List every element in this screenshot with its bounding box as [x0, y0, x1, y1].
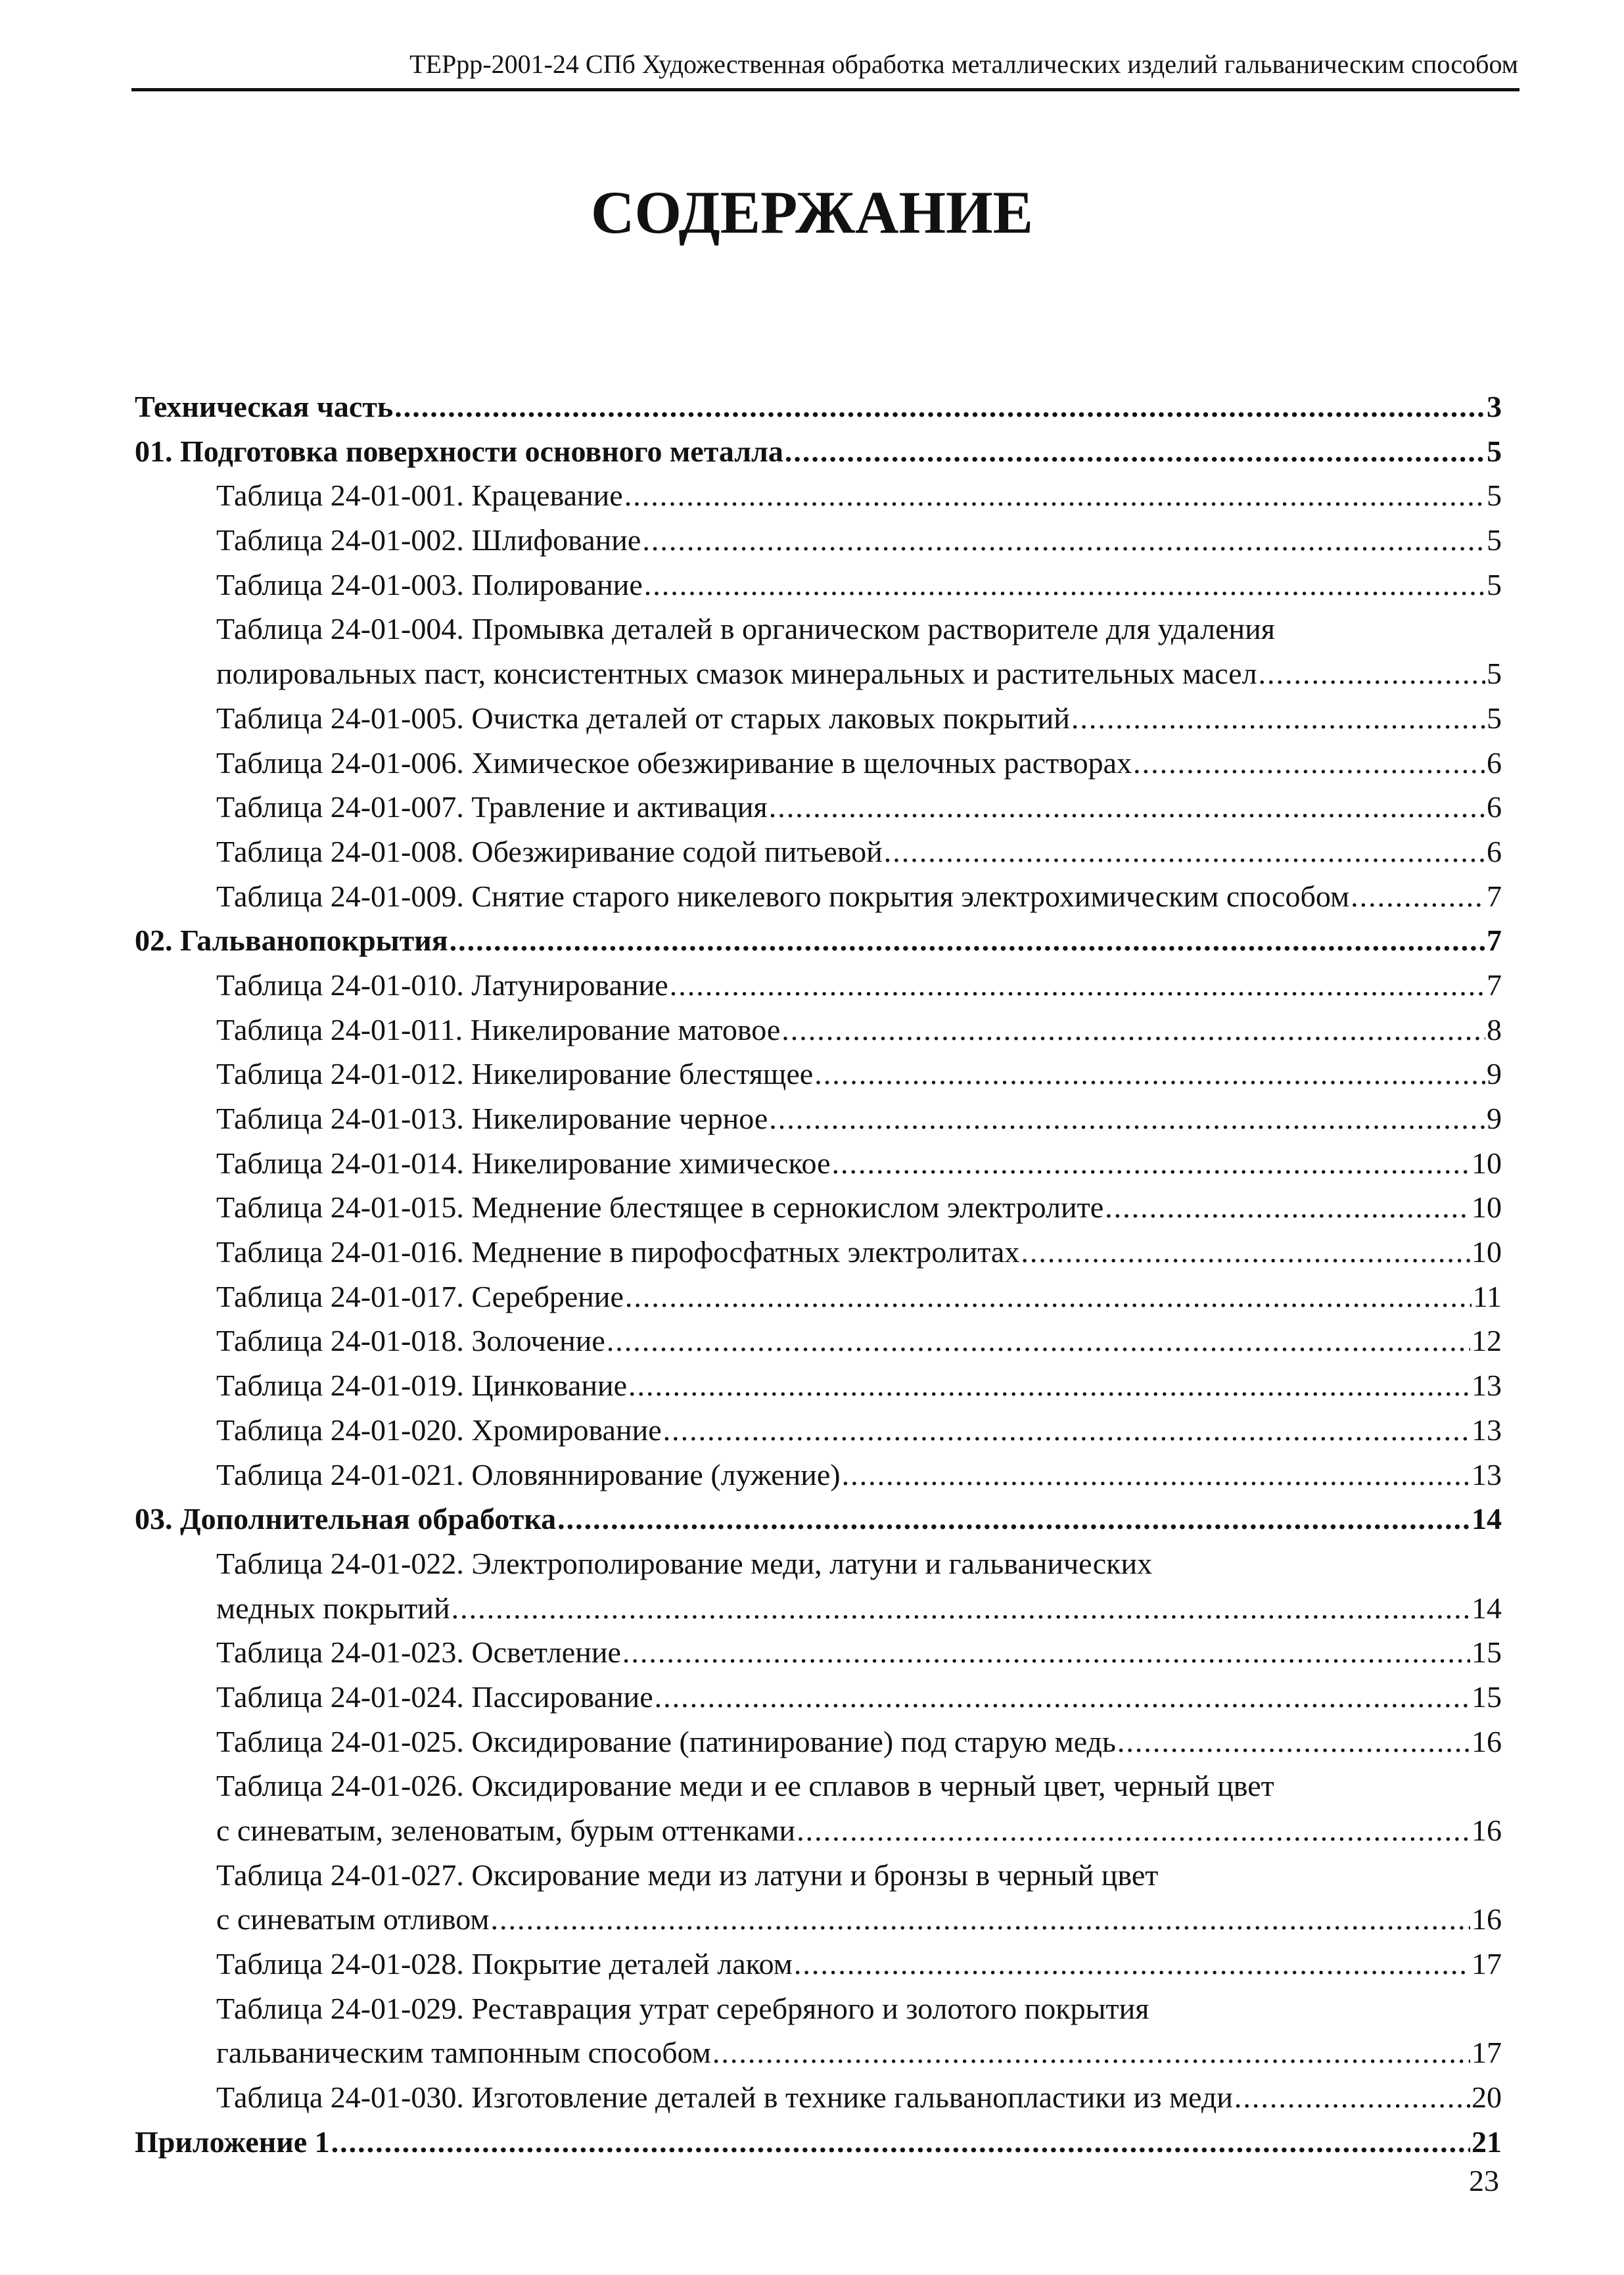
toc-entry-row — [135, 518, 1502, 563]
toc-page-number: 15 — [1472, 1635, 1502, 1670]
toc-page-number: 5 — [1487, 523, 1502, 557]
toc-entry-title: с синеватым, зеленоватым, бурым оттенками — [216, 1814, 796, 1847]
dot-leader — [832, 1141, 1470, 1186]
toc-entry-title: Таблица 24-01-019. Цинкование — [216, 1369, 628, 1403]
toc-entry-row — [135, 785, 1502, 830]
toc-page-number: 5 — [1487, 657, 1502, 691]
toc-entry-row — [135, 651, 1502, 696]
toc-entry-row — [135, 1319, 1502, 1363]
dot-leader — [557, 1497, 1470, 1541]
dot-leader — [842, 1453, 1470, 1497]
toc-entry-title: Таблица 24-01-011. Никелирование матовое — [216, 1012, 781, 1046]
toc-page-number: 11 — [1472, 1279, 1502, 1313]
toc-entry-row — [135, 1808, 1502, 1853]
toc-page-number: 8 — [1487, 1012, 1502, 1046]
toc-entry-title: Таблица 24-01-022. Электрополирование меди, латуни и гальванических — [216, 1546, 1153, 1580]
toc-page-number: 13 — [1472, 1413, 1502, 1447]
toc-entry-row — [135, 1275, 1502, 1319]
dot-leader — [781, 1008, 1485, 1052]
table-of-contents — [135, 385, 1502, 2165]
toc-page-number: 20 — [1472, 2080, 1502, 2115]
toc-page-number: 12 — [1472, 1324, 1502, 1358]
toc-entry-title: Таблица 24-01-001. Крацевание — [216, 479, 623, 513]
dot-leader — [785, 429, 1485, 474]
toc-entry-title: Таблица 24-01-023. Осветление — [216, 1635, 621, 1670]
toc-page-number: 7 — [1487, 924, 1502, 958]
dot-leader — [712, 2030, 1470, 2075]
toc-page-number: 10 — [1472, 1146, 1502, 1180]
toc-entry-row — [135, 830, 1502, 874]
toc-page-number: 5 — [1487, 701, 1502, 735]
dot-leader — [644, 563, 1485, 607]
running-header: ТЕРрр-2001-24 СПб Художественная обработка металлических изделий гальваническим способом — [409, 49, 1518, 79]
toc-entry-title: Таблица 24-01-004. Промывка деталей в органическом растворителе для удаления — [216, 612, 1275, 646]
dot-leader — [769, 1096, 1485, 1141]
toc-section-title: Техническая часть — [135, 390, 394, 423]
toc-entry-row — [135, 1185, 1502, 1230]
toc-entry-title: Таблица 24-01-016. Меднение в пирофосфатных электролитах — [216, 1235, 1020, 1269]
dot-leader — [670, 963, 1485, 1008]
toc-page-number: 3 — [1487, 390, 1502, 423]
dot-leader — [1133, 741, 1485, 786]
toc-entry-row — [135, 1942, 1502, 1986]
header-divider — [131, 88, 1520, 91]
toc-page-number: 16 — [1472, 1902, 1502, 1936]
toc-entry-row — [135, 1630, 1502, 1675]
toc-page-number: 6 — [1487, 790, 1502, 824]
dot-leader — [625, 1275, 1472, 1319]
toc-page-number: 13 — [1472, 1369, 1502, 1403]
dot-leader — [1071, 696, 1485, 741]
toc-entry-title: Таблица 24-01-002. Шлифование — [216, 523, 641, 557]
toc-entry-row — [135, 1897, 1502, 1942]
toc-entry-row — [135, 1052, 1502, 1096]
toc-entry-row — [135, 473, 1502, 518]
toc-page-number: 5 — [1487, 567, 1502, 601]
toc-entry-title: Таблица 24-01-005. Очистка деталей от старых лаковых покрытий — [216, 701, 1070, 735]
toc-entry-title: Таблица 24-01-017. Серебрение — [216, 1279, 624, 1313]
dot-leader — [663, 1408, 1470, 1453]
toc-page-number: 9 — [1487, 1102, 1502, 1135]
toc-section-row — [135, 1497, 1502, 1541]
toc-entry-title: медных покрытий — [216, 1591, 450, 1625]
toc-page-number: 17 — [1472, 2036, 1502, 2070]
dot-leader — [642, 518, 1485, 563]
dot-leader — [394, 385, 1485, 429]
toc-page-number: 10 — [1472, 1190, 1502, 1225]
toc-entry-row — [135, 1096, 1502, 1141]
dot-leader — [1351, 874, 1485, 919]
toc-page-number: 14 — [1472, 1502, 1502, 1536]
toc-entry-row — [135, 563, 1502, 607]
toc-entry-title: полировальных паст, консистентных смазок минеральных и растительных масел — [216, 657, 1257, 691]
toc-entry-title: Таблица 24-01-007. Травление и активация — [216, 790, 768, 824]
dot-leader — [794, 1942, 1470, 1986]
toc-entry-title: Таблица 24-01-012. Никелирование блестящее — [216, 1057, 814, 1091]
toc-entry-title: Таблица 24-01-021. Оловяннирование (лужение) — [216, 1457, 841, 1491]
toc-entry-row — [135, 741, 1502, 786]
toc-page-number: 13 — [1472, 1457, 1502, 1491]
toc-page-number: 5 — [1487, 434, 1502, 468]
toc-page-number: 16 — [1472, 1724, 1502, 1758]
toc-page-number: 21 — [1472, 2124, 1502, 2159]
toc-entry-row — [135, 607, 1502, 651]
toc-entry-row — [135, 1853, 1502, 1898]
dot-leader — [624, 473, 1485, 518]
dot-leader — [1117, 1720, 1470, 1764]
toc-entry-title: Таблица 24-01-010. Латунирование — [216, 968, 668, 1002]
toc-section-row — [135, 918, 1502, 963]
toc-section-title: 01. Подготовка поверхности основного металла — [135, 434, 783, 468]
toc-section-row — [135, 385, 1502, 429]
toc-page-number: 6 — [1487, 745, 1502, 780]
dot-leader — [452, 1586, 1470, 1631]
toc-entry-title: Таблица 24-01-008. Обезжиривание содой питьевой — [216, 834, 883, 868]
toc-entry-title: Таблица 24-01-027. Оксирование меди из латуни и бронзы в черный цвет — [216, 1858, 1159, 1892]
toc-page-number: 15 — [1472, 1679, 1502, 1714]
dot-leader — [1021, 1230, 1470, 1275]
toc-entry-title: Таблица 24-01-018. Золочение — [216, 1324, 605, 1358]
toc-entry-row — [135, 2075, 1502, 2120]
dot-leader — [1259, 651, 1485, 696]
dot-leader — [814, 1052, 1485, 1096]
dot-leader — [884, 830, 1485, 874]
toc-entry-title: Таблица 24-01-020. Хромирование — [216, 1413, 662, 1447]
toc-entry-title: Таблица 24-01-009. Снятие старого никелевого покрытия электрохимическим способом — [216, 879, 1350, 913]
dot-leader — [797, 1808, 1470, 1853]
toc-entry-title: Таблица 24-01-026. Оксидирование меди и ее сплавов в черный цвет, черный цвет — [216, 1769, 1274, 1803]
toc-entry-title: Таблица 24-01-013. Никелирование черное — [216, 1102, 768, 1135]
toc-entry-title: Таблица 24-01-014. Никелирование химическое — [216, 1146, 831, 1180]
toc-entry-row — [135, 874, 1502, 919]
toc-page-number: 7 — [1487, 968, 1502, 1002]
toc-page-number: 14 — [1472, 1591, 1502, 1625]
toc-entry-title: Таблица 24-01-015. Меднение блестящее в сернокислом электролите — [216, 1190, 1104, 1225]
toc-entry-row — [135, 1230, 1502, 1275]
dot-leader — [1105, 1185, 1470, 1230]
toc-entry-title: с синеватым отливом — [216, 1902, 490, 1936]
toc-entry-title: Таблица 24-01-003. Полирование — [216, 567, 643, 601]
toc-entry-row — [135, 963, 1502, 1008]
toc-page-number: 10 — [1472, 1235, 1502, 1269]
toc-page-number: 7 — [1487, 879, 1502, 913]
toc-entry-row — [135, 1675, 1502, 1720]
toc-entry-row — [135, 1986, 1502, 2031]
dot-leader — [491, 1897, 1470, 1942]
dot-leader — [450, 918, 1485, 963]
toc-section-row — [135, 2120, 1502, 2165]
dot-leader — [622, 1630, 1470, 1675]
toc-entry-row — [135, 696, 1502, 741]
toc-entry-row — [135, 2030, 1502, 2075]
toc-section-title: 02. Гальванопокрытия — [135, 924, 448, 958]
toc-entry-row — [135, 1720, 1502, 1764]
toc-entry-row — [135, 1586, 1502, 1631]
toc-entry-title: Таблица 24-01-028. Покрытие деталей лаком — [216, 1947, 793, 1981]
toc-page-number: 16 — [1472, 1814, 1502, 1847]
dot-leader — [607, 1319, 1470, 1363]
toc-section-title: Приложение 1 — [135, 2124, 330, 2159]
toc-section-row — [135, 429, 1502, 474]
toc-entry-title: Таблица 24-01-024. Пассирование — [216, 1679, 653, 1714]
dot-leader — [331, 2120, 1470, 2165]
toc-entry-row — [135, 1363, 1502, 1408]
toc-section-title: 03. Дополнительная обработка — [135, 1502, 557, 1536]
dot-leader — [1234, 2075, 1470, 2120]
toc-entry-row — [135, 1408, 1502, 1453]
toc-page-number: 6 — [1487, 834, 1502, 868]
toc-page-number: 9 — [1487, 1057, 1502, 1091]
toc-entry-row — [135, 1541, 1502, 1586]
toc-entry-title: Таблица 24-01-006. Химическое обезжиривание в щелочных растворах — [216, 745, 1132, 780]
toc-entry-title: Таблица 24-01-025. Оксидирование (патинирование) под старую медь — [216, 1724, 1116, 1758]
toc-entry-title: Таблица 24-01-030. Изготовление деталей в технике гальванопластики из меди — [216, 2080, 1233, 2115]
dot-leader — [628, 1363, 1470, 1408]
toc-entry-row — [135, 1764, 1502, 1808]
toc-entry-row — [135, 1453, 1502, 1497]
page-title: СОДЕРЖАНИЕ — [591, 179, 1033, 246]
toc-entry-row — [135, 1008, 1502, 1052]
toc-page-number: 17 — [1472, 1947, 1502, 1981]
page-number: 23 — [1469, 2164, 1499, 2197]
toc-page-number: 5 — [1487, 479, 1502, 513]
toc-entry-title: гальваническим тампонным способом — [216, 2036, 711, 2070]
dot-leader — [769, 785, 1485, 830]
toc-entry-row — [135, 1141, 1502, 1186]
toc-entry-title: Таблица 24-01-029. Реставрация утрат серебряного и золотого покрытия — [216, 1991, 1149, 2025]
dot-leader — [655, 1675, 1470, 1720]
